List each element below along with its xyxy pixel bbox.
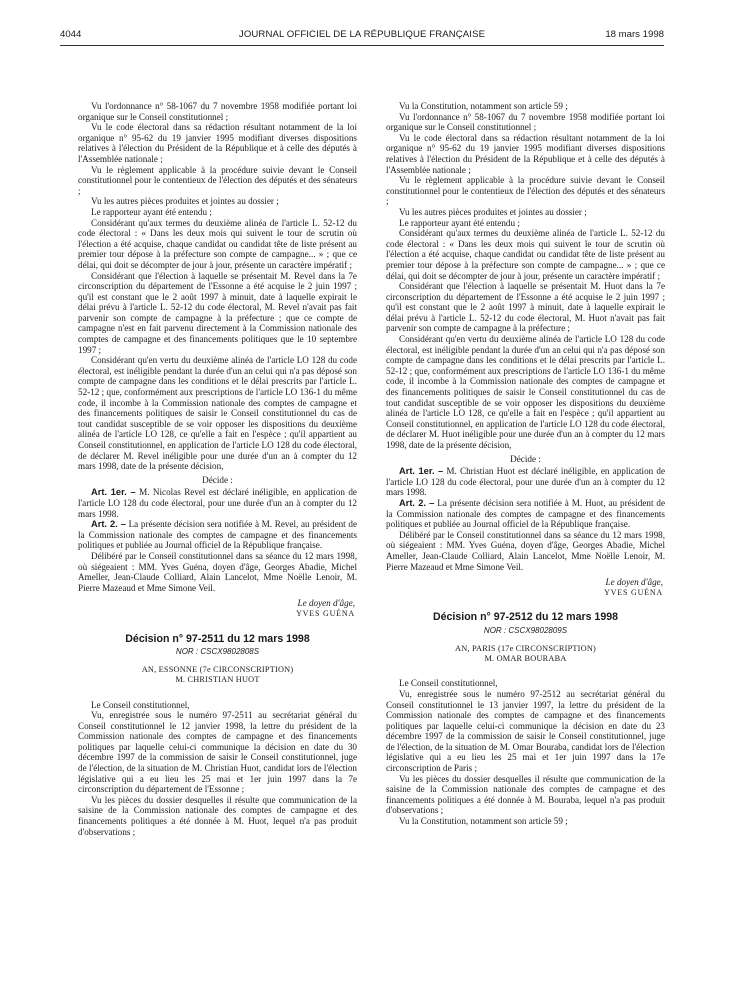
signature-role: Le doyen d'âge, <box>605 577 663 588</box>
signature-role: Le doyen d'âge, <box>297 598 355 609</box>
paragraph: Vu la Constitution, notamment son article 59 ; <box>399 816 568 827</box>
article-text: La présente décision sera notifiée à M. Revel, au président de la Commission nationale des comptes de campagne et des financements politiques et publiée au Journal officiel de la République française. <box>78 519 357 551</box>
signature-name: YVES GUÉNA <box>296 608 355 618</box>
decide-heading: Décide : <box>510 453 541 464</box>
constituency-line: AN, PARIS (17e CIRCONSCRIPTION) <box>455 643 596 653</box>
paragraph: Considérant qu'en vertu du deuxième alinéa de l'article LO 128 du code électoral, est inéligible pendant la durée d'un an celui qui n'a pas déposé son compte de campagne dans les conditions et le délai prescrits par l'article L. 52-12 ; que, conformément aux prescriptions de l'article LO 136-1 du même code, il incombe à la Commission nationale des comptes de campagne et des financements politiques de saisir le Conseil constitutionnel du cas de tout candidat susceptible de se voir opposer les dispositions du deuxième alinéa de l'article LO 128, ce qu'elle a fait en l'espèce ; qu'il appartient au Conseil constitutionnel, en application de l'article LO 128 du code électoral, de déclarer M. Huot inéligible pour une durée d'un an à compter du 12 mars 1998, date de la présente décision, <box>386 334 665 450</box>
paragraph: Considérant que l'élection à laquelle se présentait M. Huot dans la 7e circonscription du département de l'Essonne a été acquise le 2 juin 1997 ; qu'il est constant que le 2 août 1997 à minuit, date à laquelle expirait le délai prévu à l'article L. 52-12 du code électoral, M. Huot n'avait pas fait parvenir son compte de campagne à la préfecture ; <box>386 281 665 334</box>
article-label: Art. 1er. – <box>399 466 444 477</box>
deliberation: Délibéré par le Conseil constitutionnel dans sa séance du 12 mars 1998, où siégeaient : MM. Yves Guéna, doyen d'âge, Georges Abadie, Michel Ameller, Jean-Claude Colliard, Alain Lancelot, Mme Noëlle Lenoir, M. Pierre Mazeaud et Mme Simone Veil. <box>78 550 357 593</box>
constituency-line: AN, ESSONNE (7e CIRCONSCRIPTION) <box>141 664 294 674</box>
article-2 <box>386 498 665 530</box>
nor-reference: NOR : CSCX9802808S <box>175 647 260 657</box>
paragraph: Considérant qu'aux termes du deuxième alinéa de l'article L. 52-12 du code électoral : « Dans les deux mois qui suivent le tour de scrutin où l'élection a été acquise, chaque candidat ou candidat tête de liste présent au premier tour dépose à la préfecture son compte de campagne... » ; que ce délai, qui doit se décompter de jour à jour, présente un caractère impératif ; <box>78 217 357 270</box>
article-label: Art. 1er. – <box>91 487 136 498</box>
journal-title: JOURNAL OFFICIEL DE LA RÉPUBLIQUE FRANÇAISE <box>238 29 486 40</box>
article-label: Art. 2. – <box>91 519 126 530</box>
paragraph: Vu la Constitution, notamment son article 59 ; <box>399 101 568 111</box>
paragraph: Vu l'ordonnance n° 58-1067 du 7 novembre 1958 modifiée portant loi organique sur le Conseil constitutionnel ; <box>386 111 665 133</box>
paragraph: Vu le code électoral dans sa rédaction résultant notamment de la loi organique n° 95-62 du 19 janvier 1995 modifiant diverses dispositions relatives à l'élection du Président de la République et à celle des députés à l'Assemblée nationale ; <box>386 132 665 175</box>
paragraph: Vu l'ordonnance n° 58-1067 du 7 novembre 1958 modifiée portant loi organique sur le Conseil constitutionnel ; <box>78 101 357 122</box>
page-number: 4044 <box>60 29 82 40</box>
paragraph: Vu, enregistrée sous le numéro 97-2511 au secrétariat général du Conseil constitutionnel le 12 janvier 1998, la lettre du président de la Commission nationale des comptes de campagne et des financements politiques par laquelle celui-ci communique la décision en date du 30 décembre 1997 de la commission de saisir le Conseil constitutionnel, juge de l'élection, de la situation de M. Christian Huot, candidat lors de l'élection législative qui a eu lieu les 25 mai et 1er juin 1997 dans la 7e circonscription du département de l'Essonne ; <box>78 710 357 795</box>
nor-reference: NOR : CSCX9802809S <box>483 625 568 635</box>
paragraph: Vu le règlement applicable à la procédure suivie devant le Conseil constitutionnel pour le contentieux de l'élection des députés et des sénateurs ; <box>78 164 357 196</box>
paragraph: Le rapporteur ayant été entendu ; <box>91 206 212 217</box>
candidate-name: M. CHRISTIAN HUOT <box>175 675 260 685</box>
constituency <box>386 644 665 665</box>
paragraph: Le rapporteur ayant été entendu ; <box>399 217 520 228</box>
paragraph: Vu les pièces du dossier desquelles il résulte que communication de la saisine de la Commission nationale des comptes de campagne et des financements politiques a été donnée à M. Huot, lequel n'a pas produit d'observations ; <box>78 794 357 837</box>
paragraph: Vu le règlement applicable à la procédure suivie devant le Conseil constitutionnel pour le contentieux de l'élection des députés et des sénateurs ; <box>386 175 665 207</box>
signature <box>386 577 665 598</box>
article-1 <box>386 466 665 498</box>
article-text: M. Nicolas Revel est déclaré inéligible, en application de l'article LO 128 du code électoral, pour une durée d'un an à compter du 12 mars 1998. <box>78 487 357 519</box>
page-header <box>60 29 664 43</box>
candidate-name: M. OMAR BOURABA <box>484 653 567 663</box>
signature-name: YVES GUÉNA <box>604 587 663 597</box>
article-1 <box>78 487 357 519</box>
article-text: La présente décision sera notifiée à M. Huot, au président de la Commission nationale des comptes de campagne et des financements politiques et publiée au Journal officiel de la République française. <box>386 497 665 530</box>
paragraph: Considérant qu'en vertu du deuxième alinéa de l'article LO 128 du code électoral, est inéligible pendant la durée d'un an celui qui n'a pas déposé son compte de campagne dans les conditions et le délai prescrits par l'article L. 52-12 ; que, conformément aux prescriptions de l'article LO 136-1 du même code, il incombe à la Commission nationale des comptes de campagne et des financements politiques de saisir le Conseil constitutionnel du cas de tout candidat susceptible de se voir opposer les dispositions du deuxième alinéa de l'article LO 128, ce qu'elle a fait en l'espèce ; qu'il appartient au Conseil constitutionnel, en application de l'article LO 128 du code électoral, de déclarer M. Revel inéligible pour une durée d'un an à compter du 12 mars 1998, date de la présente décision, <box>78 355 357 472</box>
decision-title: Décision n° 97-2511 du 12 mars 1998 <box>125 632 310 645</box>
paragraph: Le Conseil constitutionnel, <box>399 678 498 689</box>
signature <box>78 598 357 619</box>
deliberation: Délibéré par le Conseil constitutionnel dans sa séance du 12 mars 1998, où siégeaient : MM. Yves Guéna, doyen d'âge, Georges Abadie, Michel Ameller, Jean-Claude Colliard, Alain Lancelot, Mme Noëlle Lenoir, M. Pierre Mazeaud et Mme Simone Veil. <box>386 529 665 572</box>
paragraph: Considérant que l'élection à laquelle se présentait M. Revel dans la 7e circonscription du département de l'Essonne a été acquise le 2 juin 1997 ; qu'il est constant que le 2 août 1997 à minuit, date à laquelle expirait le délai prévu à l'article L. 52-12 du code électoral, M. Revel n'avait pas fait parvenir son compte de campagne à la préfecture ; que ce compte de campagne n'est en fait parvenu directement à la Commission nationale des comptes de campagne et des financements politiques que le 10 septembre 1997 ; <box>78 270 357 355</box>
decide-heading: Décide : <box>202 474 233 485</box>
issue-date: 18 mars 1998 <box>605 29 664 40</box>
article-text: M. Christian Huot est déclaré inéligible, en application de l'article LO 128 du code électoral, pour une durée d'un an à compter du 12 mars 1998. <box>386 466 665 498</box>
paragraph: Vu, enregistrée sous le numéro 97-2512 au secrétariat général du Conseil constitutionnel le 13 janvier 1997, la lettre du président de la Commission nationale des comptes de campagne et des financements politiques par laquelle celui-ci communique la décision en date du 23 décembre 1997 de la commission de saisir le Conseil constitutionnel, juge de l'élection, de la situation de M. Omar Bouraba, candidat lors de l'élection législative qui a eu lieu les 25 mai et 1er juin 1997 dans la 17e circonscription de Paris ; <box>386 688 665 774</box>
left-column <box>78 101 357 985</box>
constituency <box>78 665 357 686</box>
right-column <box>386 101 665 985</box>
decision-title: Décision n° 97-2512 du 12 mars 1998 <box>432 611 619 624</box>
paragraph: Vu les autres pièces produites et jointes au dossier ; <box>91 196 279 207</box>
article-2 <box>78 519 357 551</box>
paragraph: Le Conseil constitutionnel, <box>91 699 190 710</box>
article-label: Art. 2. – <box>399 497 435 508</box>
paragraph: Vu les autres pièces produites et jointes au dossier ; <box>399 206 587 217</box>
paragraph: Vu les pièces du dossier desquelles il résulte que communication de la saisine de la Commission nationale des comptes de campagne et des financements politiques a été donnée à M. Bouraba, lequel n'a pas produit d'observations ; <box>386 773 665 816</box>
paragraph: Considérant qu'aux termes du deuxième alinéa de l'article L. 52-12 du code électoral : « Dans les deux mois qui suivent le tour de scrutin où l'élection a été acquise, chaque candidat ou candidat tête de liste présent au premier tour dépose à la préfecture son compte de campagne... » ; que ce délai, qui doit se décompter de jour à jour, présente un caractère impératif ; <box>386 228 665 281</box>
paragraph: Vu le code électoral dans sa rédaction résultant notamment de la loi organique n° 95-62 du 19 janvier 1995 modifiant diverses dispositions relatives à l'élection du Président de la République et à celle des députés à l'Assemblée nationale ; <box>78 122 357 164</box>
header-rule <box>60 45 664 46</box>
